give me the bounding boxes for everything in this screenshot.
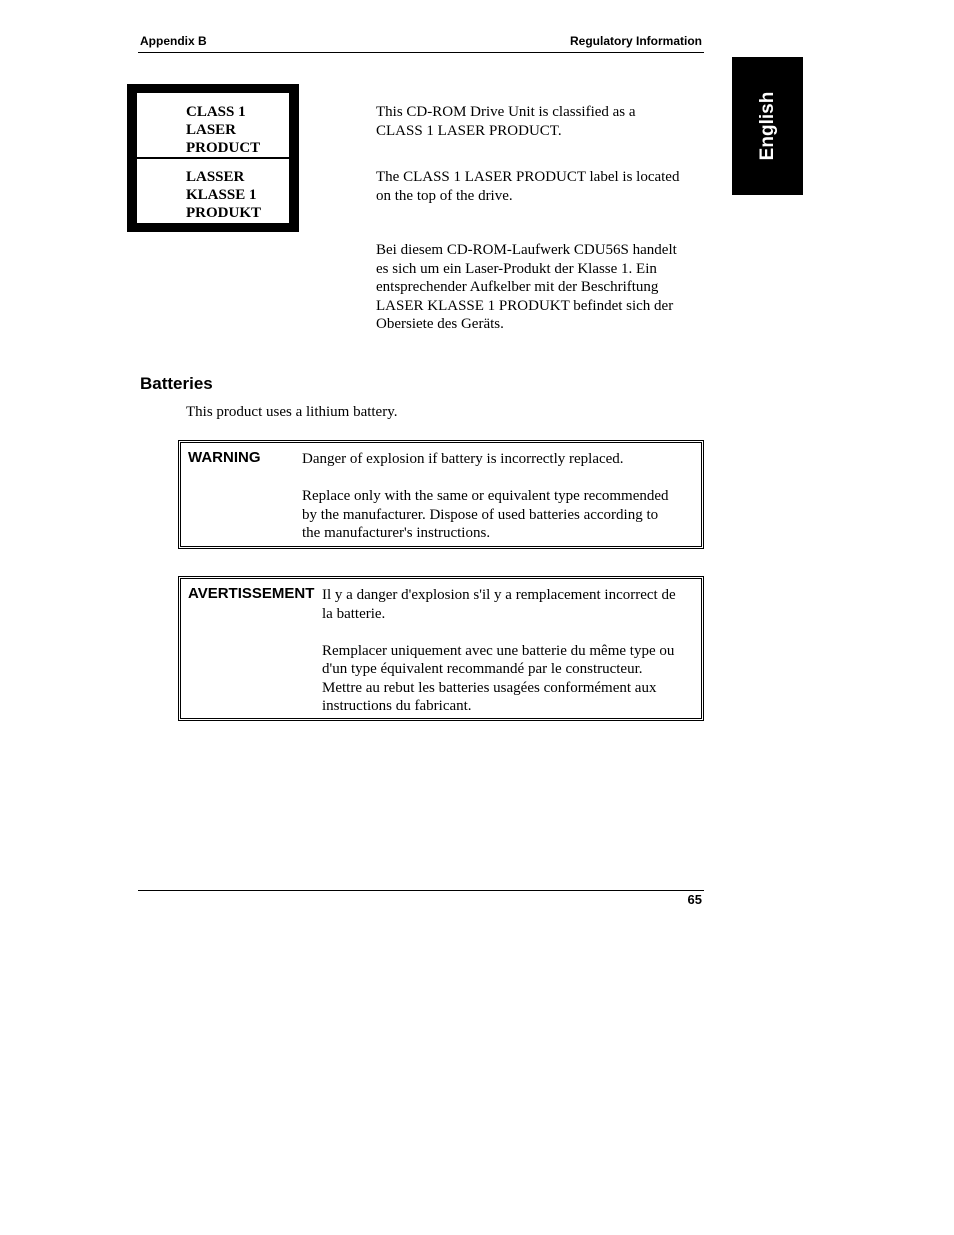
label-line: LASSER [186, 169, 245, 185]
text-line: Remplacer uniquement avec une batterie du même type ou [322, 642, 675, 659]
label-english-text [186, 103, 260, 157]
german-laser-paragraph [376, 241, 706, 334]
section-heading-batteries: Batteries [140, 374, 213, 393]
label-border-right [289, 93, 299, 223]
batteries-intro: This product uses a lithium battery. [186, 404, 398, 420]
label-border-bottom [127, 223, 299, 232]
language-tab [732, 57, 803, 195]
label-line: CLASS 1 [186, 104, 246, 120]
avertissement-box [178, 576, 704, 721]
label-line: PRODUCT [186, 140, 261, 156]
footer-rule [138, 890, 704, 891]
text-line: la batterie. [322, 605, 386, 622]
laser-class-paragraph [376, 103, 706, 140]
label-location-paragraph [376, 168, 706, 205]
label-line: PRODUKT [186, 205, 261, 221]
text-line: Danger of explosion if battery is incorrectly replaced. [302, 451, 624, 467]
language-tab-label: English [756, 91, 778, 161]
header-rule [138, 52, 704, 53]
text-line: Obersiete des Geräts. [376, 316, 504, 332]
text-line: LASER KLASSE 1 PRODUKT befindet sich der [376, 297, 674, 314]
page-number: 65 [687, 892, 702, 907]
text-line: on the top of the drive. [376, 187, 513, 204]
text-line: Bei diesem CD-ROM-Laufwerk CDU56S handelt [376, 242, 677, 258]
text-line: Mettre au rebut les batteries usagées conformément aux [322, 679, 657, 696]
text-line: d'un type équivalent recommandé par le constructeur. [322, 661, 643, 677]
label-border-top [127, 84, 299, 93]
text-line: es sich um ein Laser-Produkt der Klasse 1. Ein [376, 260, 657, 277]
text-line: Replace only with the same or equivalent type recommended [302, 488, 669, 504]
label-divider [137, 157, 289, 159]
running-header-section: Appendix B [140, 34, 207, 48]
text-line: The CLASS 1 LASER PRODUCT label is located [376, 169, 680, 185]
warning-text [302, 450, 702, 543]
label-line: LASER [186, 122, 237, 138]
avertissement-text [322, 586, 702, 716]
text-line: Il y a danger d'explosion s'il y a remplacement incorrect de [322, 587, 676, 603]
text-line: by the manufacturer. Dispose of used batteries according to [302, 506, 659, 523]
running-header-title: Regulatory Information [569, 34, 702, 48]
label-german-text [186, 168, 261, 222]
label-border-left [127, 93, 137, 223]
warning-keyword: WARNING [188, 449, 261, 466]
text-line: This CD-ROM Drive Unit is classified as a [376, 104, 636, 120]
warning-box [178, 440, 704, 549]
text-line: the manufacturer's instructions. [302, 525, 491, 541]
label-line: KLASSE 1 [186, 187, 257, 203]
avertissement-keyword: AVERTISSEMENT [188, 585, 315, 602]
text-line: CLASS 1 LASER PRODUCT. [376, 122, 562, 139]
text-line: instructions du fabricant. [322, 698, 472, 714]
text-line: entsprechender Aufkelber mit der Beschriftung [376, 279, 659, 295]
